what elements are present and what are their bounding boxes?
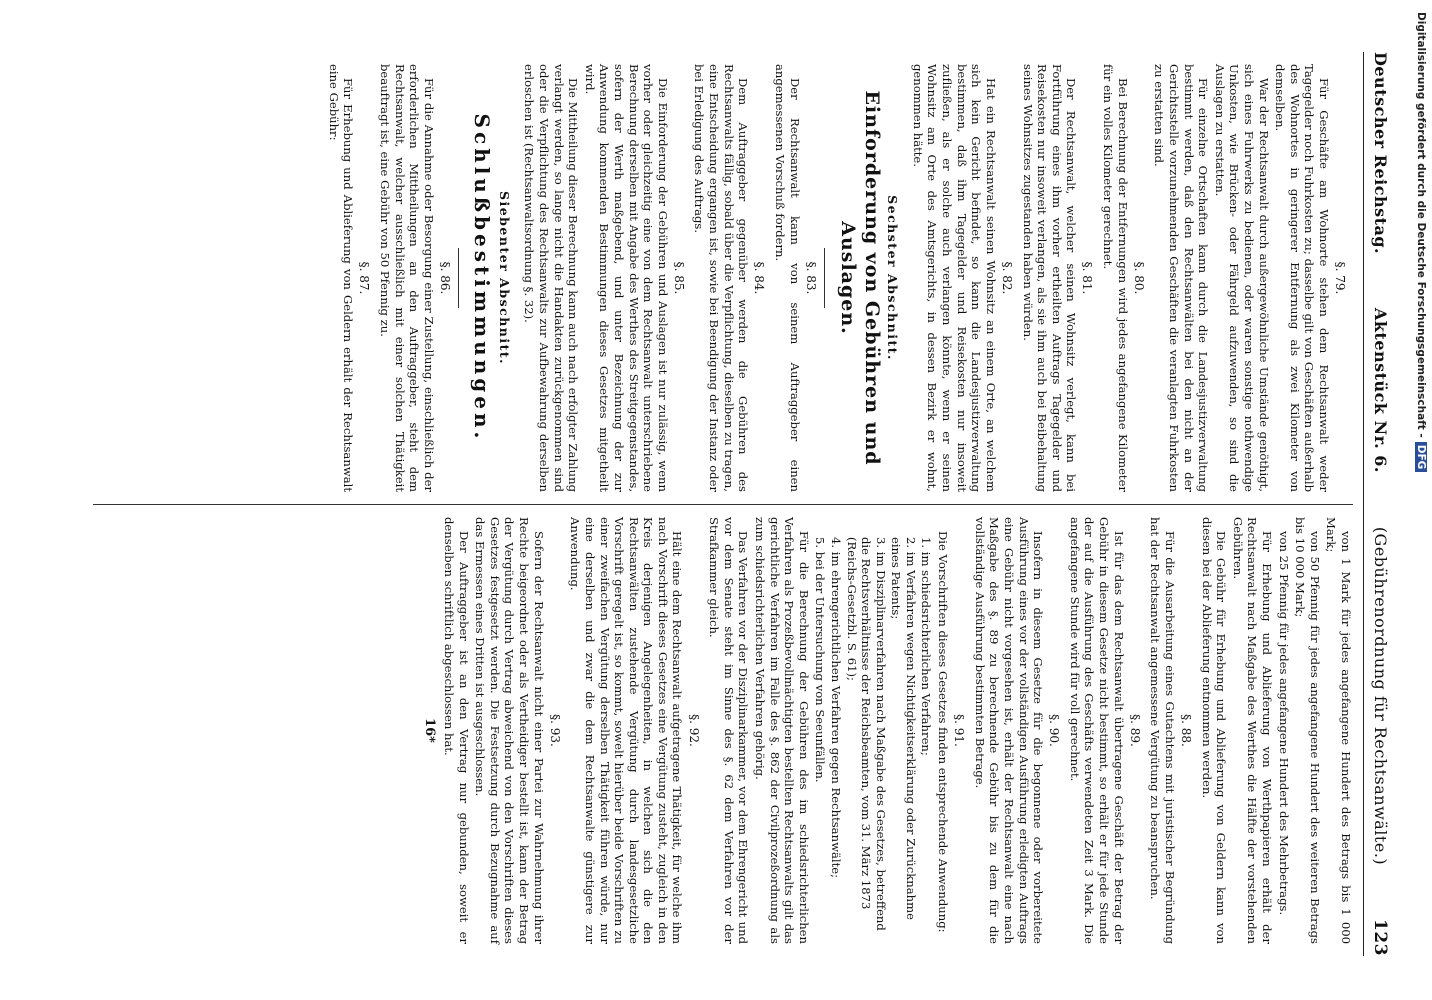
section-number: §. 90.	[1047, 714, 1062, 747]
paragraph: von 25 Pfennig für jedes angefangene Hundert des Mehrbetrags.	[1276, 531, 1291, 916]
dfg-logo: DFG	[1415, 442, 1427, 473]
paragraph: Insofern in diesem Gesetze für die begonnene oder vorbereitete Ausführung eines vor der vollständigen Ausführung erledigten Auftrags eine Gebühr nicht vorgesehen ist, erhält der Rechtsanwalt eine nach Maßgabe des §. 89 zu berechnende Gebühr bis zu dem für die vollständige Ausführung bestimmten Betrage.	[972, 517, 1046, 944]
section-number: §. 88.	[1179, 714, 1194, 747]
paragraph: Hat ein Rechtsanwalt seinen Wohnsitz an einem Orte, an welchem sich kein Gericht befindet, so kann die Landesjustizverwaltung bestimmen, daß ihm Tagegelder und Reisekosten nur insoweit zufließen, als er solche auch verlangen könnte, wenn er seinen Wohnsitz am Orte des Amtsgerichts, in dessen Bezirk er wohnt, genommen hätte.	[910, 64, 998, 492]
section-number: §. 86.	[437, 261, 452, 295]
section-number: §. 93.	[547, 714, 562, 747]
paragraph: Für einzelne Ortschaften kann durch die Landesjustizverwaltung bestimmt werden, daß den Rechtsanwälten bei den nicht an der Gerichtsstelle vorzunehmenden Geschäften die veranlagten Fuhrkosten zu erstatten sind.	[1152, 64, 1211, 492]
section-number: §. 87.	[357, 261, 372, 295]
list-item: 3. im Disziplinarverfahren nach Maßgabe des Gesetzes, betreffend die Rechtsverhältnisse der Reichsbeamten, vom 31. März 1873 (Reichs-Gesetzbl. S. 61);	[844, 537, 888, 931]
paragraph: War der Rechtsanwalt durch außergewöhnliche Umstände genöthigt, sich eines Fuhrwerks zu bedienen, oder waren sonstige nothwendige Unkosten, wie Brücken- oder Fährgeld aufzuwenden, so sind die Auslagen zu erstatten.	[1212, 64, 1271, 492]
paragraph: Der Rechtsanwalt, welcher seinen Wohnsitz verlegt, kann bei Fortführung eines ihm vorher ertheilten Auftrags Tagegelder und Reisekosten nur insoweit verlangen, als sie ihm auch bei Beibehaltung seines Wohnsitzes zugestanden haben würden.	[1020, 64, 1079, 492]
paragraph: Für Geschäfte am Wohnorte stehen dem Rechtsanwalt weder Tagegelder noch Fuhrkosten zu; dasselbe gilt von Geschäften außerhalb des Wohnortes in geringerer Entfernung als zwei Kilometer von demselben.	[1273, 64, 1331, 492]
header-middle: Aktenstück Nr. 6.	[1371, 307, 1390, 473]
paragraph: von 1 Mark für jedes angefangene Hundert des Betrags bis 1 000 Mark;	[1324, 517, 1353, 944]
chapter-title: Schlußbestimmungen.	[470, 113, 495, 443]
rotated-page-frame	[12, 0, 1412, 1000]
section-number: §. 91.	[952, 714, 967, 747]
page-number: 123	[1370, 918, 1390, 956]
paragraph: Ist für das dem Rechtsanwalt übertragene Geschäft der Betrag der Gebühr in diesem Gesetze nicht bestimmt, so erhält er für jede Stunde der auf die Ausführung des Geschäfts verwendeten Zeit 3 Mark. Die angefangene Stunde wird für voll gerechnet.	[1067, 517, 1126, 944]
paragraph: Der Auftraggeber ist an den Vertrag nur gebunden, soweit er denselben schriftlich abgeschlossen hat.	[442, 517, 471, 944]
two-column-body	[93, 52, 1353, 956]
paragraph: Hält eine dem Rechtsanwalt aufgetragene Thätigkeit, für welche ihm nach Vorschrift dieses Gesetzes eine Vergütung zusteht, zugleich in den Kreis derjenigen Angelegenheiten, in welchen sich die den Rechtsanwälten zustehende Vergütung durch landesgesetzliche Vorschrift geregelt ist, so kommt, sowelt hierüber beide Vorschriften zu einer zweifachen Vergütung derselben Thätigkeit führen würde, nur eine derselben und zwar die dem Rechtsanwalte günstigere zur Anwendung.	[568, 517, 685, 944]
paragraph: von 50 Pfennig für jedes angefangene Hundert des weiteren Betrags bis 10 000 Mark;	[1293, 517, 1322, 944]
header-right: (Gebührenordnung für Rechtsanwälte.)	[1371, 526, 1390, 866]
paragraph: Für Erhebung und Ablieferung von Geldern erhält der Rechtsanwalt eine Gebühr:	[326, 64, 356, 492]
section-number: §. 82.	[999, 261, 1014, 295]
paragraph: Die Vorschriften dieses Gesetzes finden entsprechende Anwendung:	[936, 531, 951, 933]
section-number: §. 80.	[1131, 261, 1146, 295]
paragraph: Für Erhebung und Ablieferung von Werthpapieren erhält der Rechtsanwalt nach Maßgabe des Werthes die Hälfte der vorstehenden Gebühren.	[1230, 517, 1275, 944]
paragraph: Dem Auftraggeber gegenüber werden die Gebühren des Rechtsanwalts fällig, sobald über die Verpflichtung, dieselben zu tragen, eine Entscheidung ergangen ist, sowie bei Beendigung der Instanz oder bei Erledigung des Auftrags.	[692, 64, 751, 492]
header-left: Deutscher Reichstag.	[1371, 52, 1390, 255]
list-item: 4. im ehrengerichtlichen Verfahren gegen Rechtsanwälte;	[828, 537, 843, 879]
list-item: 5. bei der Untersuchung von Seeunfällen.	[813, 537, 828, 783]
paragraph: Bei Berechnung der Entfernungen wird jedes angefangene Kilometer für ein volles Kilometer gerechnet.	[1101, 64, 1130, 492]
paragraph: Die Mittheilung dieser Berechnung kann auch nach erfolgter Zahlung verlangt werden, so lange nicht die Handakten zurückgenommen sind oder die Verpflichtung des Rechtsanwalts zur Aufbewahrung derselben erloschen ist (Rechtsanwaltsordnung §. 32).	[522, 64, 581, 492]
section-number: §. 85.	[671, 261, 686, 295]
list-item: 2. im Verfahren wegen Nichtigkeitserklärung oder Zurücknahme eines Patents;	[889, 537, 918, 920]
section-number: §. 84.	[752, 261, 767, 295]
paragraph: Die Gebühr für Erhebung und Ablieferung von Geldern kann von diesen bei der Ablieferung entnommen werden.	[1199, 517, 1229, 944]
dfg-stamp	[1411, 12, 1427, 652]
divider	[824, 248, 825, 308]
chapter-label: Siebenter Abschnitt.	[496, 190, 512, 366]
chapter-label: Sechster Abschnitt.	[885, 195, 901, 361]
paragraph: Die Einforderung der Gebühren und Auslagen ist nur zulässig, wenn vorher oder gleichzeitig eine von dem Rechtsanwalt unterschriebene Berechnung derselben mit Angabe des Werthes des Streitgegenstandes, sofern der Werth maßgebend, und unter Bezeichnung der zur Anwendung kommenden Bestimmungen dieses Gesetzes mitgetheilt wird.	[582, 64, 670, 492]
paragraph: Für die Annahme oder Besorgung einer Zustellung, einschließlich der erforderlichen Mittheilungen an den Auftraggeber, steht dem Rechtsanwalt, welcher ausschließlich mit einer solchen Thätigkeit beauftragt ist, eine Gebühr von 50 Pfennig zu.	[378, 64, 436, 492]
paragraph: Das Verfahren vor der Disziplinarkammer, vor dem Ehrengericht und vor dem Senate steht im Sinne des §. 62 dem Verfahren vor der Strafkammer gleich.	[707, 517, 751, 944]
paragraph: Der Rechtsanwalt kann von seinem Auftraggeber einen angemessenen Vorschuß fordern.	[772, 64, 802, 492]
signature-mark: 16*	[422, 718, 438, 743]
section-number: §. 83.	[803, 261, 818, 295]
paragraph: Für die Berechnung der Gebühren des im schiedsrichterlichen Verfahren als Prozeßbevollmächtigten bestellten Rechtsanwalts gilt das gerichtliche Verfahren im Falle des §. 862 der Civilprozeßordnung als zum schiedsrichterlichen Verfahren gehörig.	[752, 517, 811, 944]
list-item: 1. im schiedsrichterlichen Verfahren;	[919, 537, 934, 756]
paragraph: Für die Ausarbeitung eines Gutachtens mit juristischer Begründung hat der Rechtsanwalt angemessene Vergütung zu beanspruchen.	[1148, 517, 1177, 944]
section-number: §. 92.	[686, 714, 701, 747]
dfg-stamp-caption: Digitalisierung gefördert durch die Deutsche Forschungsgemeinschaft -	[1415, 12, 1427, 438]
enumerated-list	[813, 517, 934, 944]
left-column	[93, 52, 1353, 504]
right-column	[93, 504, 1353, 956]
paragraph: Sofern der Rechtsanwalt nicht einer Partei zur Wahrnehmung ihrer Rechte beigeordnet oder als Vertheidiger bestellt ist, kann der Betrag der Vergütung durch Vertrag abweichend von den Vorschriften dieses Gesetzes festgesetzt werden. Die Festsetzung durch Bezugnahme auf das Ermessen eines Dritten ist ausgeschlossen.	[473, 517, 546, 944]
dfg-stamp-text	[1415, 12, 1427, 472]
divider	[458, 248, 459, 308]
running-header	[1363, 52, 1390, 956]
section-number: §. 89.	[1127, 714, 1142, 747]
section-number: §. 79.	[1333, 261, 1347, 295]
document-page	[12, 0, 1412, 1000]
section-number: §. 81.	[1080, 261, 1095, 295]
chapter-title: Einforderung von Gebühren und Auslagen.	[836, 90, 883, 466]
